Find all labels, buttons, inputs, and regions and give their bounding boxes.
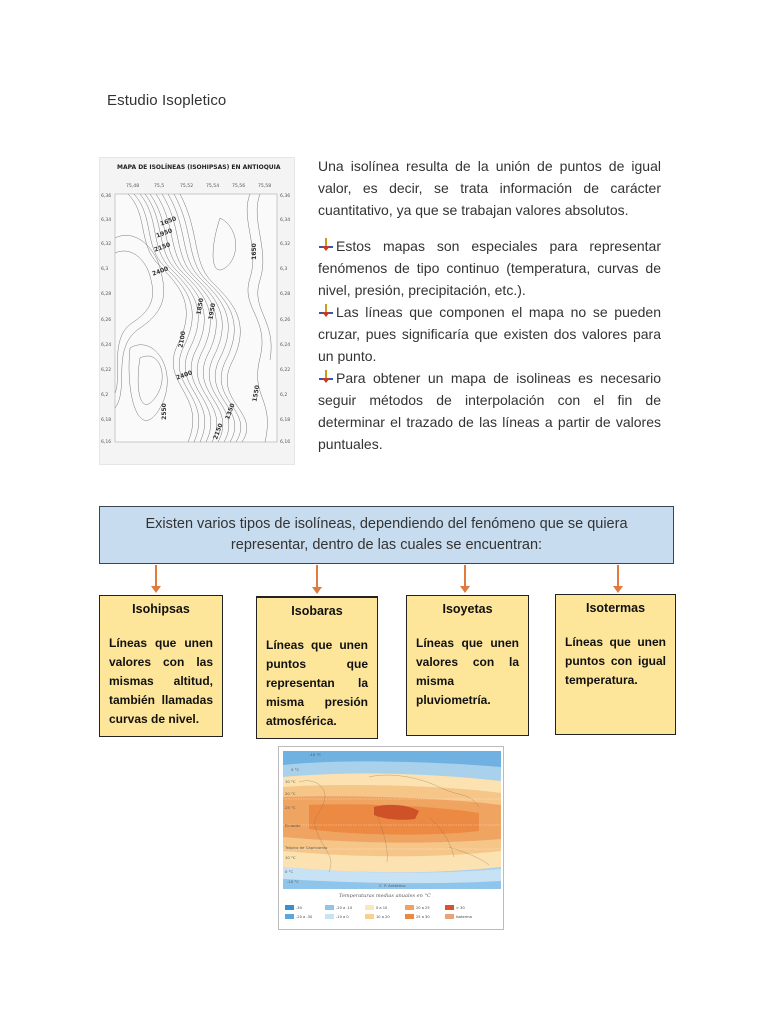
arrow-down-bullet-icon xyxy=(318,236,334,250)
y-tick-left: 6,2 xyxy=(101,393,109,398)
contour-label: 1650 xyxy=(159,215,178,228)
connector-arrow xyxy=(464,565,466,587)
isotherm-label: 10 °C xyxy=(285,779,296,784)
legend-swatch xyxy=(405,905,414,910)
contour-label: 2150 xyxy=(153,241,172,254)
types-banner xyxy=(99,506,674,564)
legend-row xyxy=(285,914,481,919)
x-tick: 75,5 xyxy=(154,184,165,189)
legend-label: 10 a 20 xyxy=(376,914,390,919)
isotherm-label: Ecuador xyxy=(285,823,301,828)
card-isohipsas xyxy=(99,595,223,737)
contour-label: 1550 xyxy=(251,384,262,403)
y-tick-right: 6,34 xyxy=(280,218,291,223)
y-tick-right: 6,22 xyxy=(280,368,291,373)
legend-item xyxy=(325,905,361,910)
isotherm-label: Trópico de Capricornio xyxy=(285,845,328,850)
contour-label: 2100 xyxy=(177,330,188,349)
card-isotermas xyxy=(555,594,676,735)
legend-label: -10 a 0 xyxy=(336,914,349,919)
legend-swatch xyxy=(405,914,414,919)
card-isobaras xyxy=(256,596,378,739)
contour-label: 2550 xyxy=(160,403,168,420)
contour-label: 2400 xyxy=(175,369,194,382)
y-tick-right: 6,16 xyxy=(280,440,291,445)
legend-swatch xyxy=(285,905,294,910)
legend-label: -30 xyxy=(296,905,302,910)
connector-arrow xyxy=(617,565,619,587)
legend-label: 0 a 10 xyxy=(376,905,388,910)
bullet-text: Para obtener un mapa de isolineas es necesario seguir métodos de interpolación con el fin de determinar el trazado de las líneas a partir de valores puntuales. xyxy=(318,370,661,452)
y-tick-right: 6,36 xyxy=(280,194,291,199)
y-tick-right: 6,26 xyxy=(280,318,291,323)
y-tick-left: 6,26 xyxy=(101,318,112,323)
y-tick-left: 6,36 xyxy=(101,194,112,199)
contour-label: 2150 xyxy=(212,422,225,441)
legend-item xyxy=(365,914,401,919)
isotherm-label: 25 °C xyxy=(285,805,296,810)
isotherm-label: -10 °C xyxy=(287,879,299,884)
y-tick-right: 6,28 xyxy=(280,292,291,297)
y-tick-left: 6,32 xyxy=(101,242,112,247)
contour-label: 2400 xyxy=(151,265,170,278)
bullet-text: Estos mapas son especiales para representar fenómenos de tipo continuo (temperatura, curvas de nivel, presión, precipitación, etc.). xyxy=(318,238,661,298)
arrow-down-bullet-icon xyxy=(318,302,334,316)
isotherm-label: 0 °C xyxy=(285,869,294,874)
y-tick-left: 6,28 xyxy=(101,292,112,297)
isotherm-label: 0 °C xyxy=(291,767,300,772)
bullet-item xyxy=(318,367,661,455)
page-title: Estudio Isopletico xyxy=(107,92,227,109)
y-tick-right: 6,18 xyxy=(280,418,291,423)
bullet-list xyxy=(318,235,661,455)
contour-label: 1650 xyxy=(250,243,258,260)
contour-label: 1350 xyxy=(224,402,237,421)
contour-map-figure xyxy=(99,157,295,465)
isotherm-label: 20 °C xyxy=(285,791,296,796)
card-title: Isoyetas xyxy=(442,602,493,616)
banner-line: representar, dentro de las cuales se encuentran: xyxy=(230,537,543,553)
intro-paragraph: Una isolínea resulta de la unión de puntos de igual valor, es decir, se trata información de carácter cuantitativo, ya que se trabajan valores absolutos. xyxy=(318,158,661,218)
legend-swatch xyxy=(325,914,334,919)
legend-label: -20 a -10 xyxy=(336,905,353,910)
arrow-down-bullet-icon xyxy=(318,368,334,382)
legend-label: -20 a -30 xyxy=(296,914,313,919)
y-tick-left: 6,34 xyxy=(101,218,112,223)
card-title: Isotermas xyxy=(585,601,646,615)
legend-item xyxy=(445,914,481,919)
legend-swatch xyxy=(325,905,334,910)
bullet-text: Las líneas que componen el mapa no se pueden cruzar, pues significaría que existen dos valores para un punto. xyxy=(318,304,661,364)
legend-item xyxy=(325,914,361,919)
legend-item xyxy=(405,914,441,919)
isotherm-label: -10 °C xyxy=(309,752,321,757)
connector-arrow xyxy=(316,565,318,588)
bullet-item xyxy=(318,301,661,367)
legend-row xyxy=(285,905,481,910)
legend-swatch xyxy=(365,914,374,919)
bullet-item xyxy=(318,235,661,301)
x-tick: 75,58 xyxy=(258,184,272,189)
x-tick: 75,54 xyxy=(206,184,220,189)
x-tick: 75,52 xyxy=(180,184,194,189)
legend-label: 25 a 30 xyxy=(416,914,430,919)
card-title: Isobaras xyxy=(291,604,343,618)
y-tick-left: 6,22 xyxy=(101,368,112,373)
contour-label: 1950 xyxy=(207,302,218,321)
legend-item xyxy=(365,905,401,910)
x-tick: 75,48 xyxy=(126,184,140,189)
y-tick-right: 6,3 xyxy=(280,267,288,272)
card-title: Isohipsas xyxy=(132,602,190,616)
legend-swatch xyxy=(445,914,454,919)
legend-item xyxy=(405,905,441,910)
card-text: Líneas que unen valores con la misma pluviometría. xyxy=(416,636,519,707)
legend-label: > 30 xyxy=(456,905,465,910)
card-isoyetas xyxy=(406,595,529,736)
y-tick-left: 6,18 xyxy=(101,418,112,423)
y-tick-right: 6,32 xyxy=(280,242,291,247)
x-tick: 75,56 xyxy=(232,184,246,189)
y-tick-left: 6,16 xyxy=(101,440,112,445)
legend-label: 20 a 25 xyxy=(416,905,430,910)
legend-title: Temperaturas medias anuales en °C xyxy=(339,893,431,899)
world-isotherm-map xyxy=(278,746,504,930)
legend-label: Isoterma xyxy=(456,914,472,919)
isotherm-label: C. P. Antártico xyxy=(379,883,406,888)
legend-swatch xyxy=(365,905,374,910)
legend-item xyxy=(445,905,481,910)
y-tick-right: 6,2 xyxy=(280,393,288,398)
isotherm-label: 10 °C xyxy=(285,855,296,860)
world-map-graphic xyxy=(279,747,504,930)
contour-label: 1950 xyxy=(155,227,174,240)
banner-line: Existen varios tipos de isolíneas, dependiendo del fenómeno que se quiera xyxy=(145,516,628,532)
legend-item xyxy=(285,914,321,919)
y-tick-left: 6,3 xyxy=(101,267,109,272)
contour-map-title: MAPA DE ISOLÍNEAS (ISOHIPSAS) EN ANTIOQUIA xyxy=(117,164,281,171)
legend-swatch xyxy=(445,905,454,910)
y-tick-left: 6,24 xyxy=(101,343,112,348)
y-tick-right: 6,24 xyxy=(280,343,291,348)
card-text: Líneas que unen puntos con igual temperatura. xyxy=(565,635,666,687)
card-text: Líneas que unen valores con las mismas altitud, también llamadas curvas de nivel. xyxy=(109,636,213,726)
legend-swatch xyxy=(285,914,294,919)
contour-label: 1850 xyxy=(195,297,206,316)
card-text: Líneas que unen puntos que representan la misma presión atmosférica. xyxy=(266,638,368,728)
legend-item xyxy=(285,905,321,910)
connector-arrow xyxy=(155,565,157,587)
